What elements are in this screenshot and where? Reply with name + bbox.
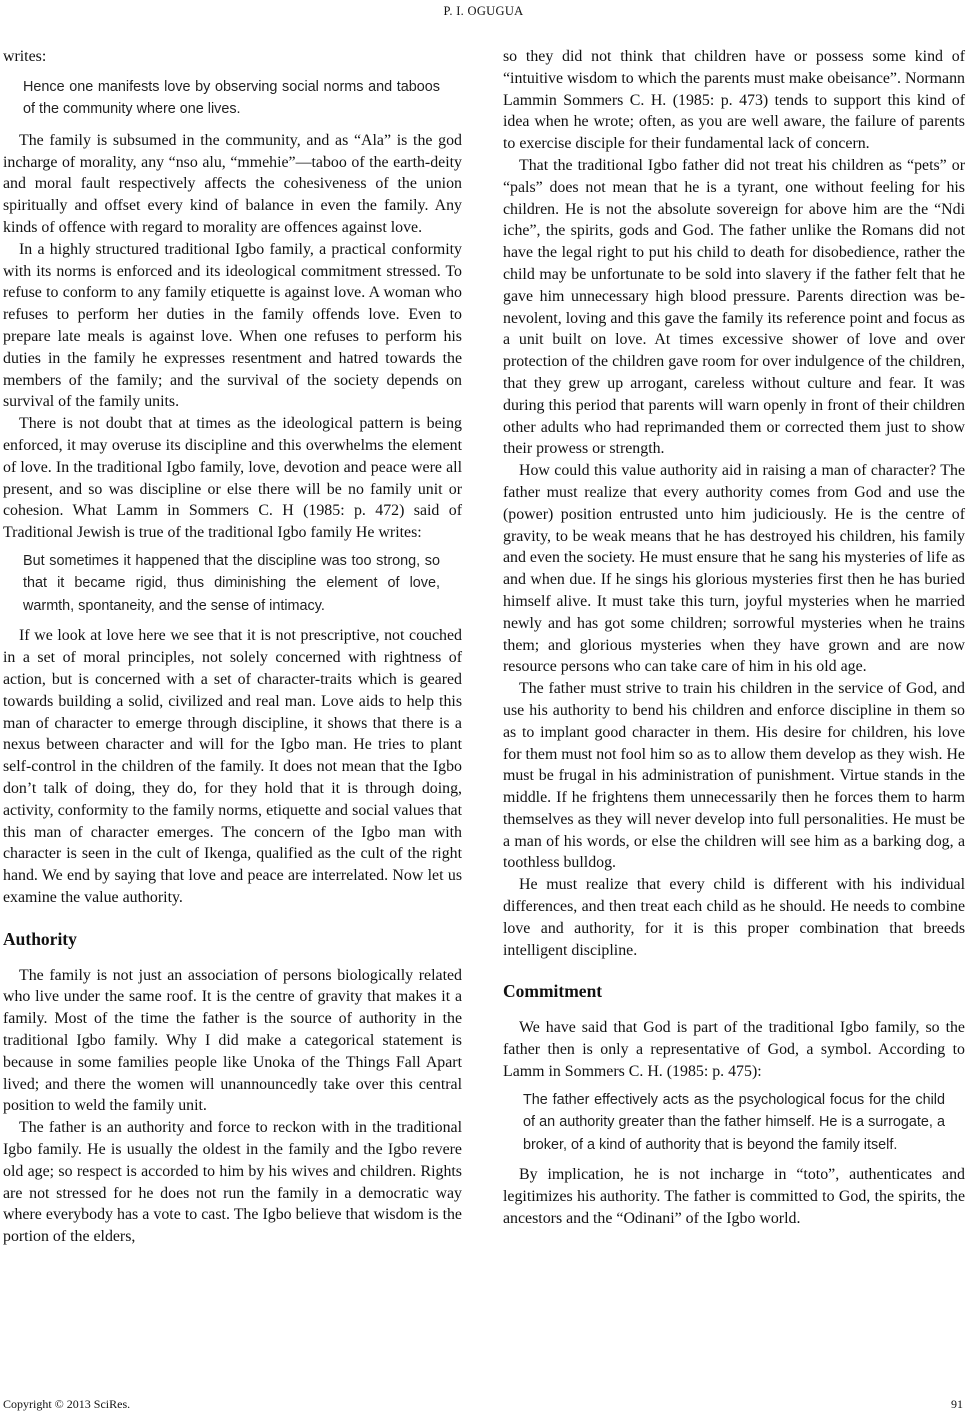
running-head: P. I. OGUGUA: [443, 4, 524, 18]
paragraph: By implication, he is not incharge in “toto”, authenticates and legitimizes his authority. The father is committed to God, the spirits, the ancestors and the “Odinani” of the Igbo world.: [503, 1166, 965, 1227]
paragraph: so they did not think that children have or possess some kind of “intuitive wisdom to which the parents must make obeisance”. Normann Lammin Sommers C. H. (1985: p. 473) tends to support this kind of idea when he wrote; often, as you are well aware, the failure of parents to exercise disciple for their fundamental lack of concern.: [503, 48, 965, 153]
paragraph: If we look at love here we see that it is not prescriptive, not couched in a set of moral principles, not solely concerned with rightness of action, but is concerned with a set of character-traits which is geared towards building a solid, civilized and real man. Love aids to help this man of character to emerge through discipline, it shows that there is a nexus between character and will for the Igbo man. He tries to plant self-control in the children of the family. It does not mean that the Igbo don’t talk of doing, they do, for they hold that it is through doing, activity, conformity to the family norms, etiquette and social values that this man of character emerges. The concern of the Igbo man with character is seen in the cult of Ikenga, qualified as the cult of the right hand. We end by saying that love and peace are interrelated. Now let us examine the value authority.: [3, 627, 462, 906]
block-quote: Hence one manifests love by observing social norms and taboos of the community where one lives.: [23, 78, 440, 118]
paragraph: The father is an authority and force to reckon with in the traditional Igbo family. He is usually the oldest in the family and the Igbo revere old age; so respect is accorded to him by his wives and children. Rights are not stressed for he does not run the family in a democratic way where everybody has a vote to cast. The Igbo believe that wisdom is the portion of the elders,: [3, 1119, 462, 1246]
block-quote: But sometimes it happened that the discipline was too strong, so that it became rigid, thus diminishing the element of love, warmth, spontaneity, and the sense of intimacy.: [23, 552, 440, 614]
paragraph: That the traditional Igbo father did not treat his children as “pets” or “pals” does not mean that he is a tyrant, one without feeling for his children. He is not the absolute sovereign for above him are the “Ndi iche”, the spirits, gods and God. The father unlike the Romans did not have the legal right to put his child to death for disobedience, rather the child may be unfortunate to be sold into slavery if the father felt that he gave him unnecessary high blood pressure. Parents direction was benevolent, loving and this gave the family its reference point and focus as a unit built on love. At times excessive shower of love and over protection of the children gave room for over indulgence of the children, that they grew up arrogant, careless without culture and fear. It was during this period that parents will warn openly in front of their children other adults who had reprimanded them or corrected them just to show their prowess or strength.: [503, 156, 965, 458]
paragraph: How could this value authority aid in raising a man of character? The father must realize that every authority comes from God and use the (power) position entrusted unto him judiciously. He is the centre of gravity, to be weak means that he has destroyed his children, his family and even the society. He must ensure that he sang his mysteries of life as and when due. If he sings his glorious mysteries first then he has buried himself alive. It must take this turn, joyful mysteries when he married newly and has got some children; sorrowful mysteries when he trains them; and glorious mysteries when they have grown and are now resource persons who can take care of him in his old age.: [503, 462, 965, 676]
paragraph: He must realize that every child is different with his individual differences, and then treat each child as he should. He needs to combine love and authority, for it is this proper combination that breeds intelligent discipline.: [503, 876, 965, 959]
right-column: [503, 46, 965, 1230]
paragraph: In a highly structured traditional Igbo family, a practical conformity with its norms is enforced and its ideological commitment stressed. To refuse to conform to any family etiquette is against love. A woman who refuses to perform her duties in the family offends love. Even to prepare late meals is against love. When one refuses to perform his duties in the family he expresses resentment and hatred towards the members of the family; and the survival of the society depends on survival of the family units.: [3, 240, 462, 411]
paragraph: We have said that God is part of the traditional Igbo family, so the father then is only a representative of God, a symbol. According to Lamm in Sommers C. H. (1985: p. 475):: [503, 1019, 965, 1080]
paragraph: The father must strive to train his children in the service of God, and use his authority to bend his children and enforce discipline in them so as to implant good character in them. His desire for children, his love for them must not fool him so as to allow them develop as they wish. He must be frugal in his administration of punishment. Virtue stands in the middle. If he frightens them unnecessarily then he forces them to harm themselves as they will never develop into full personalities. He must be a man of his words, or else the children will see him as a barking dog, a toothless bulldog.: [503, 680, 965, 872]
paragraph: The family is not just an association of persons biologically related who live under the same roof. It is the centre of gravity that makes it a family. Most of the time the father is the source of authority in the traditional Igbo family. Why I did make a categorical statement is because in some families people like Unoka of the Things Fall Apart lived; and there the women will unannouncedly take over this central position to weld the family unit.: [3, 966, 462, 1115]
paragraph: The family is subsumed in the community, and as “Ala” is the god incharge of morality, any “nso alu, “mmehie”—taboo of the earth-deity and moral fault respectively affects the cohesiveness of the union spiritually and offset every kind of balance in even the family. Any kinds of offence with regard to morality are offences against love.: [3, 131, 462, 236]
section-heading-commitment: Commitment: [503, 981, 603, 1002]
left-column: [3, 46, 462, 1248]
paragraph: There is not doubt that at times as the ideological pattern is being enforced, it may overuse its discipline and this overwhelms the element of love. In the traditional Igbo family, love, devotion and peace were all present, and so was discipline or else there will be no family unit or cohesion. What Lamm in Sommers C. H (1985: p. 472) said of Traditional Jewish is true of the traditional Igbo family He writes:: [3, 415, 462, 542]
copyright-notice: Copyright © 2013 SciRes.: [3, 1397, 131, 1411]
page-number: 91: [951, 1397, 963, 1411]
block-quote: The father effectively acts as the psychological focus for the child of an authority greater than the father himself. He is a surrogate, a broker, of a kind of authority that is beyond the family itself.: [523, 1091, 945, 1153]
section-heading-authority: Authority: [3, 928, 77, 949]
paragraph: writes:: [3, 48, 47, 65]
